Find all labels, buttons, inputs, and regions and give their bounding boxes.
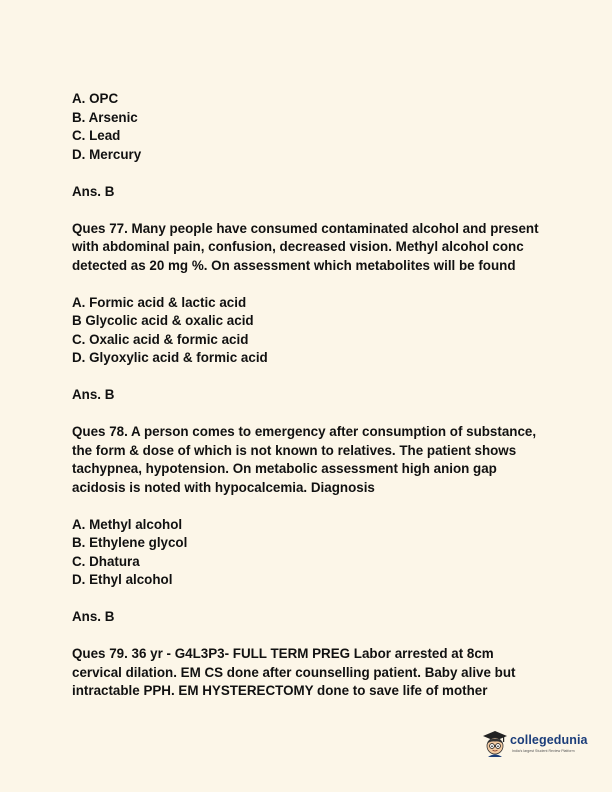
logo-tagline: India's largest Student Review Platform	[512, 749, 575, 753]
q76-option-b: B. Arsenic	[72, 109, 138, 125]
q78-option-d: D. Ethyl alcohol	[72, 572, 173, 587]
q77-option-c: C. Oxalic acid & formic acid	[72, 331, 249, 347]
logo-wordmark: collegedunia	[510, 733, 588, 747]
q77-question-line-1: Ques 77. Many people have consumed contaminated alcohol and present	[72, 220, 539, 236]
q78-option-b: B. Ethylene glycol	[72, 535, 188, 550]
q79-question-line-3: intractable PPH. EM HYSTERECTOMY done to save life of mother	[72, 683, 488, 698]
q77-option-a: A. Formic acid & lactic acid	[72, 294, 247, 310]
q78-option-a: A. Methyl alcohol	[72, 516, 183, 532]
graduate-mascot-icon	[482, 730, 508, 758]
q78-question-line-2: the form & dose of which is not known to relatives. The patient shows	[72, 442, 517, 458]
q78-question-line-3: tachypnea, hypotension. On metabolic assessment high anion gap	[72, 461, 497, 476]
q76-answer: Ans. B	[72, 183, 115, 199]
q79-question-line-1: Ques 79. 36 yr - G4L3P3- FULL TERM PREG Labor arrested at 8cm	[72, 646, 494, 661]
q78-answer: Ans. B	[72, 609, 115, 624]
q78-question-line-4: acidosis is noted with hypocalcemia. Diagnosis	[72, 479, 375, 495]
q77-option-b: B Glycolic acid & oxalic acid	[72, 313, 254, 328]
q78-option-c: C. Dhatura	[72, 553, 140, 569]
q77-question-line-2: with abdominal pain, confusion, decreased vision. Methyl alcohol conc	[72, 239, 524, 254]
q77-option-d: D. Glyoxylic acid & formic acid	[72, 350, 268, 365]
document-body	[72, 90, 572, 701]
q77-answer: Ans. B	[72, 387, 115, 402]
q77-question-line-3: detected as 20 mg %. On assessment which metabolites will be found	[72, 257, 516, 273]
collegedunia-logo	[482, 730, 592, 760]
q78-question-line-1: Ques 78. A person comes to emergency after consumption of substance,	[72, 424, 537, 439]
q76-option-c: C. Lead	[72, 128, 121, 143]
q76-option-d: D. Mercury	[72, 146, 142, 162]
q76-option-a: A. OPC	[72, 91, 119, 106]
q79-question-line-2: cervical dilation. EM CS done after counselling patient. Baby alive but	[72, 664, 516, 680]
